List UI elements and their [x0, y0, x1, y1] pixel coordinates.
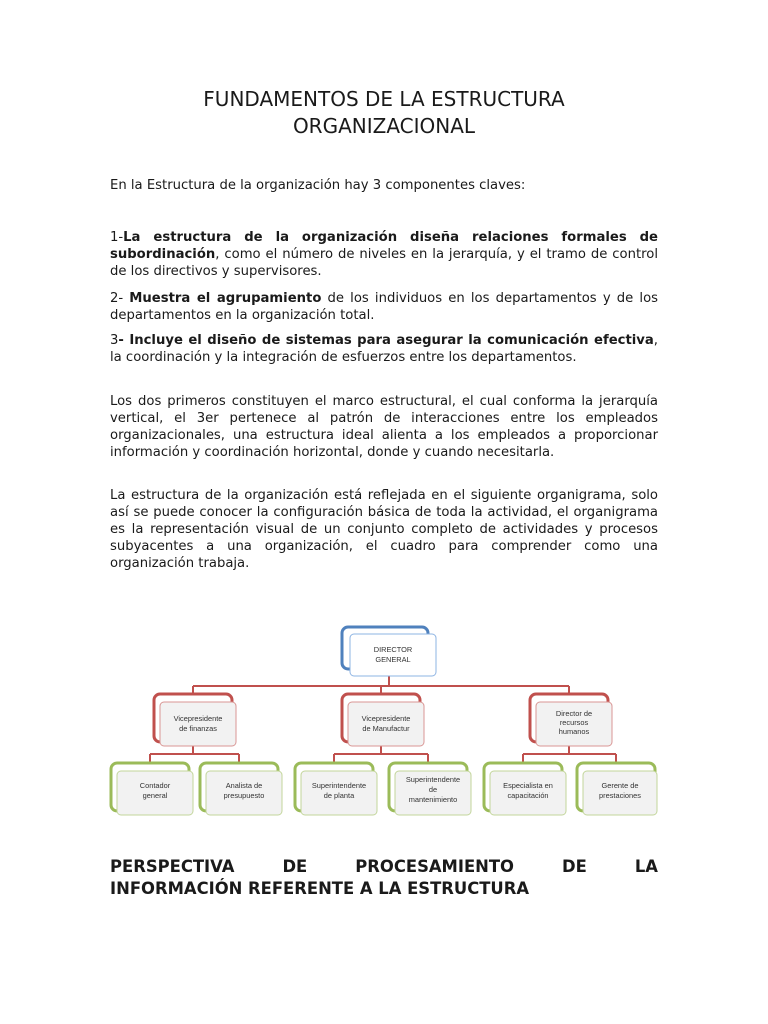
paragraph-organigrama: La estructura de la organización está reflejada en el siguiente organigrama, solo así se puede conocer la configuración básica de toda la actividad, el organigrama es la representación visual de un conjunto completo de actividades y procesos subyacentes a una organización, el cuadro para comprender como una organización trabaja. [110, 488, 658, 571]
org-node-vp-finanzas [154, 694, 236, 746]
org-node-superintendente-mantenimiento-line3: mantenimiento [408, 795, 458, 804]
org-node-especialista-line1: Especialista en [503, 781, 553, 790]
paragraph-marco-estructural: Los dos primeros constituyen el marco estructural, el cual conforma la jerarquía vertical, el 3er pertenece al patrón de interacciones entre los empleados organizacionales, una estructura ideal alienta a los empleados a proporcionar información y coordinación horizontal, donde y cuando necesitarla. [110, 394, 658, 460]
org-node-analista-line1: Analista de [225, 781, 263, 790]
item-prefix: 2- [110, 291, 130, 306]
component-item-2 [110, 290, 658, 324]
org-node-director-rh-line2: recursos [559, 718, 589, 727]
title-line-1: FUNDAMENTOS DE LA ESTRUCTURA [203, 87, 565, 111]
org-node-root-line1: DIRECTOR [373, 645, 413, 654]
org-node-vp-manufactura-line1: Vicepresidente [361, 714, 411, 723]
org-node-especialista-line2: capacitación [507, 791, 549, 800]
org-node-superintendente-mantenimiento [389, 763, 471, 815]
org-node-director-rh-line3: humanos [558, 727, 590, 736]
org-node-superintendente-mantenimiento-line1: Superintendente [405, 775, 461, 784]
org-node-contador [111, 763, 193, 815]
org-node-analista [200, 763, 282, 815]
section-heading-line-2: INFORMACIÓN REFERENTE A LA ESTRUCTURA [110, 879, 530, 898]
org-node-contador-line2: general [142, 791, 168, 800]
org-chart [108, 624, 660, 820]
item-rest-text: de los individuos en los departamentos y de los departamentos en la organización total. [110, 291, 659, 323]
org-node-vp-manufactura [342, 694, 424, 746]
org-node-gerente [577, 763, 657, 815]
org-node-superintendente-planta [295, 763, 377, 815]
org-node-gerente-line2: prestaciones [599, 791, 641, 800]
title-line-2: ORGANIZACIONAL [292, 114, 476, 138]
org-node-vp-manufactura-line2: de Manufactur [362, 724, 410, 733]
document-title [110, 86, 658, 140]
item-rest-text: , la coordinación y la integración de esfuerzos entre los departamentos. [110, 333, 658, 365]
org-node-director-rh [530, 694, 612, 746]
org-node-superintendente-mantenimiento-line2: de [428, 785, 438, 794]
item-rest-text: , como el número de niveles en la jerarquía, y el tramo de control de los directivos y supervisores. [110, 247, 658, 279]
item-bold-text: - Incluye el diseño de sistemas para asegurar la comunicación efectiva [118, 333, 654, 348]
component-item-1 [110, 229, 658, 280]
component-item-3 [110, 332, 658, 366]
item-bold-text: Muestra el agrupamiento [129, 291, 322, 306]
org-node-gerente-line1: Gerente de [601, 781, 639, 790]
org-node-root [342, 627, 436, 676]
org-node-analista-line2: presupuesto [223, 791, 265, 800]
intro-sentence: En la Estructura de la organización hay 3 componentes claves: [110, 178, 526, 193]
org-node-especialista [484, 763, 566, 815]
org-node-superintendente-planta-line2: de planta [323, 791, 355, 800]
org-node-root-line2: GENERAL [375, 655, 411, 664]
item-bold-text: La estructura de la organización diseña relaciones formales de subordinación [110, 230, 658, 262]
org-node-vp-finanzas-line1: Vicepresidente [173, 714, 223, 723]
item-prefix: 3 [110, 333, 119, 348]
org-node-superintendente-planta-line1: Superintendente [311, 781, 367, 790]
org-node-vp-finanzas-line2: de finanzas [179, 724, 217, 733]
item-prefix: 1- [110, 230, 124, 245]
org-node-director-rh-line1: Director de [555, 709, 593, 718]
org-node-contador-line1: Contador [139, 781, 171, 790]
section-heading [110, 856, 658, 900]
section-heading-line-1: PERSPECTIVA DE PROCESAMIENTO DE LA [110, 857, 658, 876]
